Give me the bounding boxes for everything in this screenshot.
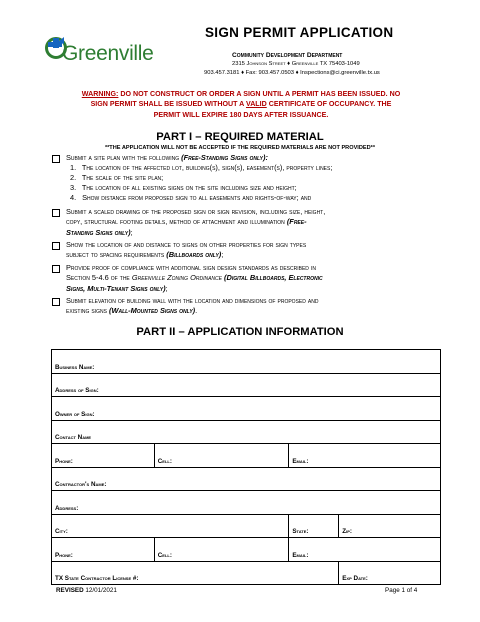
warning-line-1: DO NOT CONSTRUCT OR ORDER A SIGN UNTIL A PERMIT HAS BEEN ISSUED. NO [118, 90, 401, 98]
logo-text: Greenville [62, 42, 154, 65]
owner-of-sign-field[interactable]: Owner of Sign: [52, 397, 441, 421]
item-site-plan-text: Submit a site plan with the following [66, 153, 182, 162]
department-contact: 903.457.3181 ♦ Fax: 903.457.0503 ♦ Inspections@ci.greenville.tx.us [204, 70, 380, 76]
contractor-cell-field[interactable]: Cell: [154, 538, 289, 562]
contractor-phone-field[interactable]: Phone: [52, 538, 155, 562]
item-wall-elevation: Submit elevation of building wall with the location and dimensions of proposed and existing signs (Wall-Mounted Signs only). [66, 296, 319, 316]
site-plan-checkbox[interactable] [52, 155, 60, 163]
scaled-drawing-checkbox[interactable] [52, 209, 60, 217]
department-name: Community Development Department [232, 52, 343, 59]
part2-heading: PART II – APPLICATION INFORMATION [136, 326, 344, 338]
city-field[interactable]: City: [52, 514, 289, 538]
zip-field[interactable]: Zip: [339, 514, 441, 538]
contact-name-field[interactable]: Contact Name [52, 420, 441, 444]
phone-field[interactable]: Phone: [52, 444, 155, 468]
design-standards-checkbox[interactable] [52, 265, 60, 273]
subitem: 4. Show distance from proposed sign to all easements and rights-of-way; and [70, 193, 312, 202]
subitem: 2. The scale of the site plan; [70, 173, 164, 182]
contractor-email-field[interactable]: Email: [289, 538, 441, 562]
department-address: 2315 Johnson Street ♦ Greenville TX 75403-1049 [232, 61, 360, 67]
item-site-plan-emph: (Free-Standing Signs only): [181, 153, 268, 162]
exp-date-field[interactable]: Exp Date: [339, 561, 441, 585]
wall-elevation-checkbox[interactable] [52, 298, 60, 306]
item-design-standards: Provide proof of compliance with additional sign design standards as described in Section 5-4.6 of the Greenville Zoning Ordinance (Digital Billboards, Electronic Signs, Multi-Tenant Signs only); [66, 263, 323, 293]
subitem: 1. The location of the affected lot, building(s), sign(s), easement(s), property lines; [70, 163, 333, 172]
contractor-address-field[interactable]: Address: [52, 491, 441, 515]
contractor-name-field[interactable]: Contractor's Name: [52, 467, 441, 491]
subitem: 3. The location of all existing signs on the site including size and height; [70, 183, 297, 192]
item-billboard-spacing: Show the location of and distance to signs on other properties for sign types subject to spacing requirements (Billboards only); [66, 240, 307, 260]
billboard-spacing-checkbox[interactable] [52, 242, 60, 250]
page-number: Page 1 of 4 [385, 587, 418, 594]
email-field[interactable]: Email: [289, 444, 441, 468]
address-of-sign-field[interactable]: Address of Sign: [52, 373, 441, 397]
business-name-field[interactable]: Business Name: [52, 350, 441, 374]
state-field[interactable]: State: [289, 514, 339, 538]
cell-field[interactable]: Cell: [154, 444, 289, 468]
revision-note: REVISED 12/01/2021 [56, 587, 117, 594]
warning-line-2a: SIGN PERMIT SHALL BE ISSUED WITHOUT A [90, 100, 246, 109]
warning-line-3: PERMIT WILL EXPIRE 180 DAYS AFTER ISSUANCE. [153, 110, 329, 119]
application-form [51, 349, 441, 585]
part1-note: **THE APPLICATION WILL NOT BE ACCEPTED IF THE REQUIRED MATERIALS ARE NOT PROVIDED** [104, 145, 376, 151]
item-site-plan [66, 153, 442, 163]
warning-valid: VALID [245, 100, 267, 109]
warning-label: WARNING: [81, 90, 119, 98]
warning-line-2b: CERTIFICATE OF OCCUPANCY. THE [266, 100, 392, 109]
license-field[interactable]: TX State Contractor License #: [52, 561, 339, 585]
item-scaled-drawing: Submit a scaled drawing of the proposed sign or sign revision, including size, height, copy, structural footing details, method of attachment and illumination (Free- Standing Signs only); [66, 207, 326, 237]
page-title: SIGN PERMIT APPLICATION [205, 25, 394, 40]
part1-heading: PART I – REQUIRED MATERIAL [156, 131, 324, 143]
warning-notice [42, 89, 440, 120]
